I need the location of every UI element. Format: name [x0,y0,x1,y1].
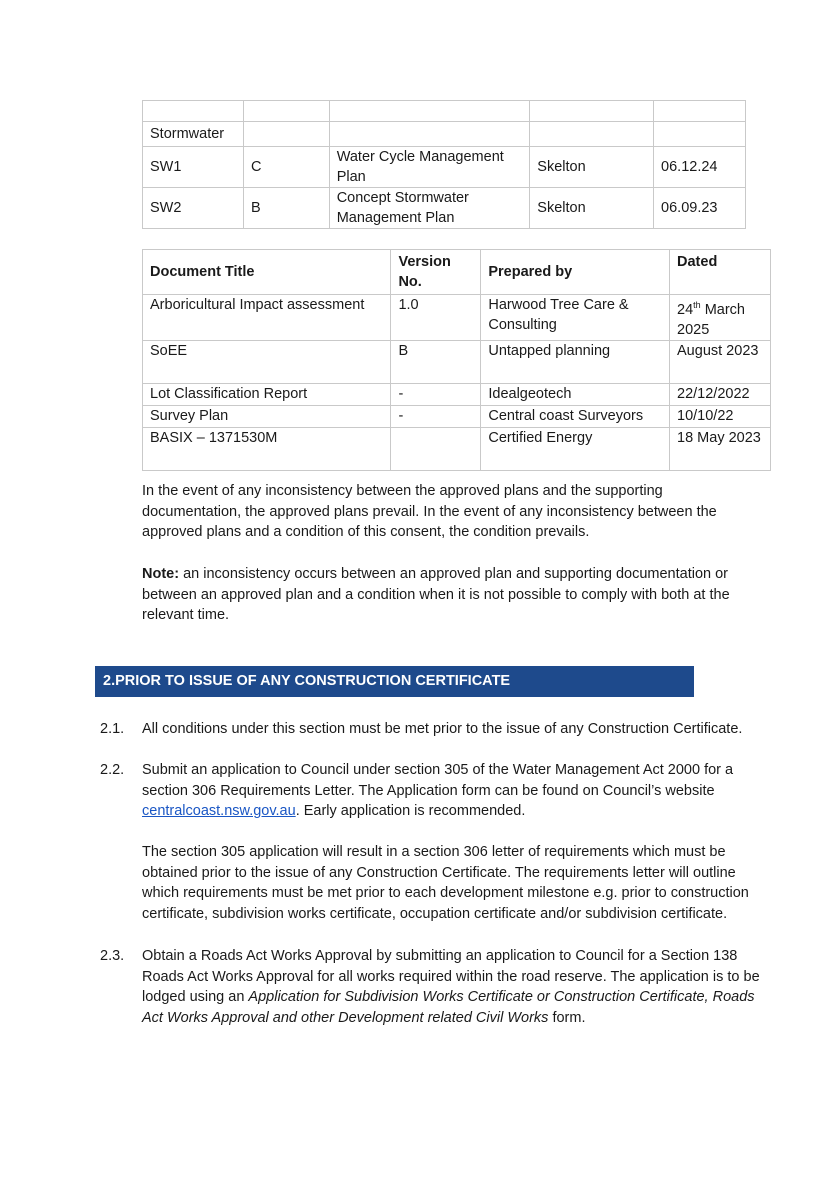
condition-number: 2.2. [100,762,125,778]
plan-title: Water Cycle Management Plan [329,147,530,188]
plan-title: Concept Stormwater Management Plan [329,188,530,229]
section-heading: 2.PRIOR TO ISSUE OF ANY CONSTRUCTION CERTIFICATE [95,666,694,697]
form-name: Application for Subdivision Works Certificate or Construction Certificate, Roads Act Works Approval and other Development related Civil Works [142,989,755,1026]
doc-prepared-by: Central coast Surveyors [481,405,670,427]
table-section-row [143,122,746,147]
header-version: Version No. [391,250,481,295]
inconsistency-paragraph: In the event of any inconsistency between the approved plans and the supporting documentation, the approved plans prevail. In the event of any inconsistency between the approved plans and a condition of this consent, the condition prevails. [142,483,717,540]
doc-title: SoEE [143,340,391,383]
table-row [143,101,746,122]
doc-title: Survey Plan [143,405,391,427]
doc-version: - [391,405,481,427]
table-header-row [143,250,771,295]
condition-item [100,946,760,1028]
condition-text: Obtain a Roads Act Works Approval by submitting an application to Council for a Section 138 Roads Act Works Approval for all works required within the road reserve. The application is to be lodged using an Application for Subdivision Works Certificate or Construction Certificate, Roads Act Works Approval and other Development related Civil Works form. [142,948,760,1026]
doc-version [391,427,481,470]
plan-ref: SW1 [143,147,244,188]
doc-version: B [391,340,481,383]
table-row [143,383,771,405]
table-row [143,188,746,229]
table-row [143,427,771,470]
doc-dated: 10/10/22 [670,405,771,427]
doc-dated: 22/12/2022 [670,383,771,405]
doc-title: Lot Classification Report [143,383,391,405]
council-website-link[interactable]: centralcoast.nsw.gov.au [142,803,296,819]
doc-dated: August 2023 [670,340,771,383]
header-dated: Dated [670,250,771,295]
table-row [143,147,746,188]
doc-prepared-by: Idealgeotech [481,383,670,405]
condition-item [100,719,760,740]
plan-author: Skelton [530,188,654,229]
plan-author: Skelton [530,147,654,188]
condition-item [100,760,760,924]
plan-date: 06.12.24 [654,147,746,188]
plan-rev: C [243,147,329,188]
table-row [143,295,771,341]
table-row [143,340,771,383]
doc-version: 1.0 [391,295,481,341]
doc-title: Arboricultural Impact assessment [143,295,391,341]
header-prepared-by: Prepared by [481,250,670,295]
plan-ref: SW2 [143,188,244,229]
doc-version: - [391,383,481,405]
header-document-title: Document Title [143,250,391,295]
plan-date: 06.09.23 [654,188,746,229]
condition-text: All conditions under this section must be met prior to the issue of any Construction Certificate. [142,721,743,737]
section-label: Stormwater [143,122,244,147]
supporting-documents-table [142,249,771,471]
condition-number: 2.1. [100,721,125,737]
plan-rev: B [243,188,329,229]
condition-text: Submit an application to Council under section 305 of the Water Management Act 2000 for a section 306 Requirements Letter. The Application form can be found on Council’s website centralcoast.nsw.gov.au. Early application is recommended. [142,762,734,819]
doc-title: BASIX – 1371530M [143,427,391,470]
note-paragraph [142,564,742,626]
doc-prepared-by: Harwood Tree Care & Consulting [481,295,670,341]
note-label: Note: [142,566,180,582]
note-text: an inconsistency occurs between an approved plan and supporting documentation or between an approved plan and a condition when it is not possible to comply with both at the relevant time. [142,566,730,623]
doc-dated: 18 May 2023 [670,427,771,470]
condition-number: 2.3. [100,948,125,964]
stormwater-plans-table [142,100,746,229]
doc-prepared-by: Certified Energy [481,427,670,470]
doc-dated: 24th March 2025 [670,295,771,341]
doc-prepared-by: Untapped planning [481,340,670,383]
table-row [143,405,771,427]
condition-subparagraph: The section 305 application will result in a section 306 letter of requirements which must be obtained prior to the issue of any Construction Certificate. The requirements letter will outline which requirements must be met prior to each development milestone e.g. prior to construction certificate, subdivision works certificate, occupation certificate and/or subdivision certificate. [142,844,749,922]
